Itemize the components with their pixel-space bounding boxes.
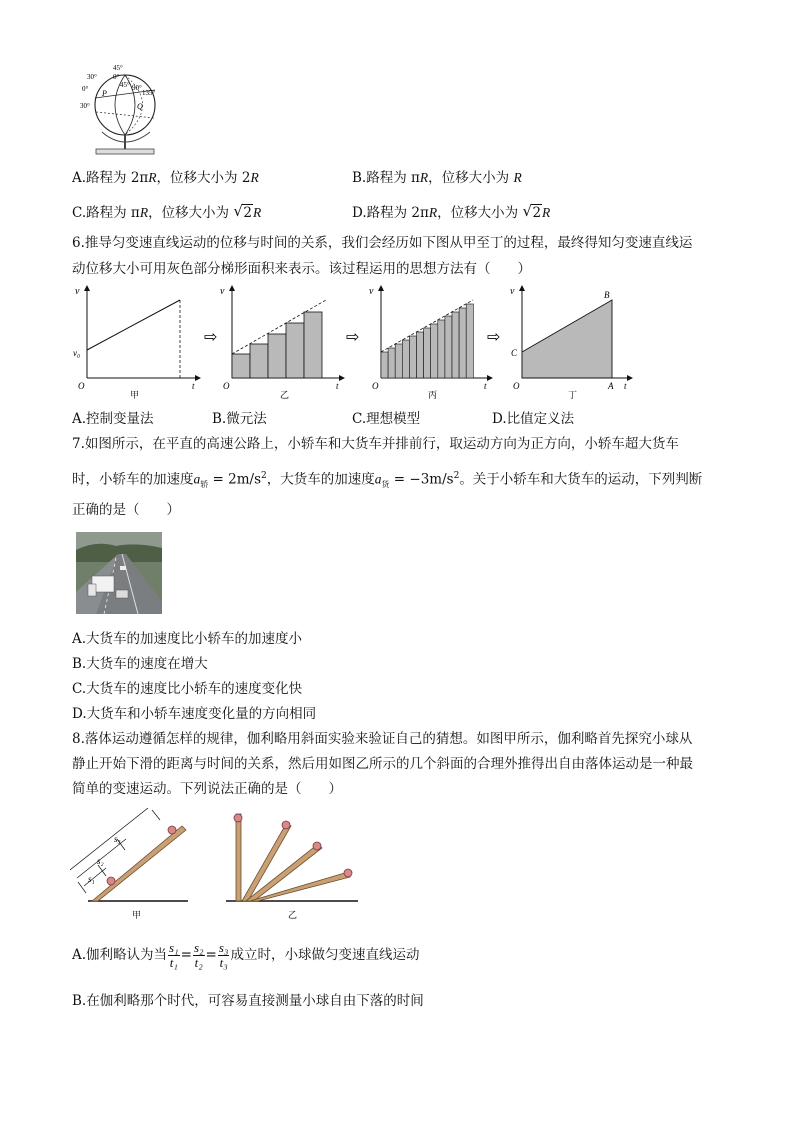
globe-label: P [102,89,107,98]
q5-option-b: B.路程为 πR，位移大小为 R [352,170,522,186]
micro-bar [381,352,388,378]
incline-figure-jia [70,808,190,926]
svg-text:v: v [75,286,80,297]
micro-bar [402,340,409,378]
svg-text:甲: 甲 [130,390,140,400]
svg-text:乙: 乙 [288,910,298,920]
micro-bar [395,344,402,378]
q7-option-b: B.大货车的速度在增大 [72,656,208,672]
q5-option-c: C.路程为 πR，位移大小为 √ 2R [72,203,261,223]
svg-text:t: t [484,381,487,391]
q5-option-a: A.路程为 2πR，位移大小为 2R [72,170,259,186]
q8-option-b: B.在伽利略那个时代，可容易直接测量小球自由下落的时间 [72,993,424,1009]
globe-label: 45° [113,64,123,72]
micro-bar [452,312,459,378]
micro-bar [424,328,431,378]
svg-text:丙: 丙 [428,390,438,400]
q8-option-a: A.伽利略认为当 $\frac{\text{s₁}}{\text{t₁}}$ = $\frac{\text{s₂}}{\text{t₂}}$ = $\frac{\text{s₃}}{\text{t₃}}$ 成立时，小球做匀变速直线运动 [72,940,420,970]
q7-stem-line2: 时，小轿车的加速度$a_轿 = 2m/s^2$，大货车的加速度$a_货 = -3m/s^2$。关于小轿车和大货车的运动，下列判断 [72,471,703,490]
q7-stem-line1: 7.如图所示，在平直的高速公路上，小轿车和大货车并排前行，取运动方向为正方向，小轿车超大货车 [72,436,679,452]
svg-text:O: O [513,381,520,391]
globe-figure [80,60,170,160]
micro-bar [409,336,416,378]
svg-text:s₂: s₂ [97,856,104,866]
globe-label: 135° [142,89,156,97]
globe-label: 0° [113,73,120,81]
micro-bar [388,348,395,378]
micro-bar [431,324,438,378]
globe-label: 30° [87,73,97,81]
svg-text:t: t [192,381,195,391]
incline-figure-yi [222,808,362,926]
svg-text:s₁: s₁ [88,874,95,884]
svg-text:O: O [78,381,85,391]
micro-bar [445,316,452,378]
q7-option-a: A.大货车的加速度比小轿车的加速度小 [72,631,303,647]
svg-text:s₃: s₃ [114,834,121,844]
svg-text:丁: 丁 [568,390,578,400]
q6-option-d: D.比值定义法 [492,411,575,427]
q5-option-d: D.路程为 2πR，位移大小为 √ 2R [352,203,550,223]
globe-label: 0° [82,85,89,93]
q6-option-c: C.理想模型 [352,411,421,427]
svg-text:乙: 乙 [280,390,290,400]
q6-option-b: B.微元法 [212,411,267,427]
arrow-icon: ⇨ [204,329,218,346]
arrow-icon: ⇨ [487,329,501,346]
svg-text:B: B [604,290,610,300]
svg-text:A: A [608,381,614,391]
micro-bar [466,304,473,378]
q7-option-d: D.大货车和小轿车速度变化量的方向相同 [72,706,317,722]
arrow-icon: ⇨ [346,329,360,346]
q6-option-a: A.控制变量法 [72,411,154,427]
micro-bar [459,308,466,378]
q8-stem-line1: 8.落体运动遵循怎样的规律，伽利略用斜面实验来验证自己的猜想。如图甲所示，伽利略首先探究小球从 [72,731,693,747]
highway-photo [76,532,162,614]
svg-text:v: v [220,286,225,297]
svg-text:C: C [511,348,518,358]
svg-text:v: v [369,286,374,297]
q6-stem-line1: 6.推导匀变速直线运动的位移与时间的关系，我们会经历如下图从甲至丁的过程，最终得知匀变速直线运 [72,235,693,251]
globe-label: 45° [120,81,130,89]
micro-bar [438,320,445,378]
q8-stem-line3: 简单的变速运动。下列说法正确的是（ ） [72,781,342,797]
svg-text:O: O [223,381,230,391]
globe-label: 90° [132,84,142,92]
micro-bar [417,332,424,378]
svg-text:甲: 甲 [132,910,142,920]
globe-label: 30° [80,102,90,110]
svg-text:v: v [510,286,515,297]
svg-text:t: t [624,381,627,391]
globe-label: Q [137,102,143,111]
q7-option-c: C.大货车的速度比小轿车的速度变化快 [72,681,303,697]
q7-stem-line3: 正确的是（ ） [72,502,180,518]
svg-text:v₀: v₀ [73,348,81,358]
q8-stem-line2: 静止开始下滑的距离与时间的关系，然后用如图乙所示的几个斜面的合理外推得出自由落体运动是一种最 [72,756,693,772]
svg-text:O: O [372,381,379,391]
q6-stem-line2: 动位移大小可用灰色部分梯形面积来表示。该过程运用的思想方法有（ ） [72,261,531,277]
q6-graphs [70,282,640,400]
svg-text:t: t [336,381,339,391]
